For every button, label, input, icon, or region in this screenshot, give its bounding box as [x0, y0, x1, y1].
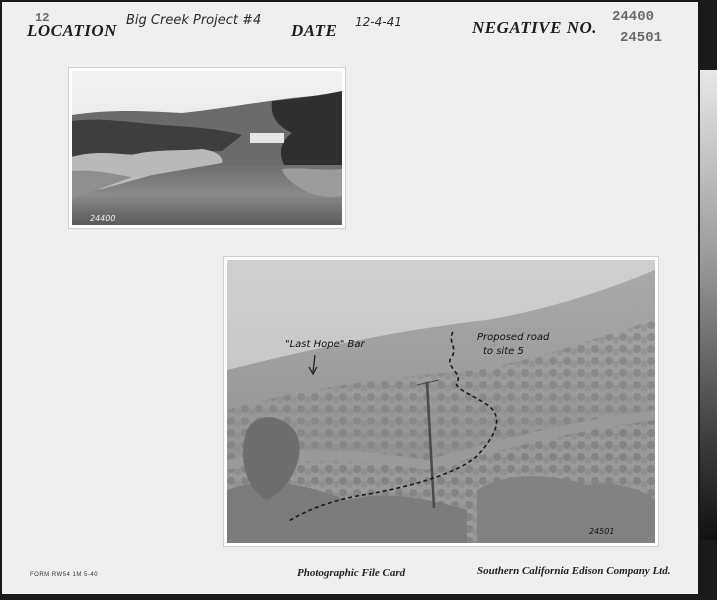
- negative-number-2: 24501: [620, 30, 663, 46]
- annotation-last-hope-bar: "Last Hope" Bar: [285, 339, 365, 350]
- river-photo-image: [72, 71, 342, 225]
- date-label: DATE: [291, 21, 338, 40]
- location-label: LOCATION: [27, 21, 117, 40]
- canyon-photo: [224, 257, 658, 546]
- negative-label: NEGATIVE NO.: [472, 18, 598, 37]
- film-edge-strip: [700, 70, 717, 540]
- location-value: Big Creek Project #4: [126, 13, 262, 28]
- stamp-number: 12: [35, 11, 50, 25]
- annotation-proposed-road-line1: Proposed road: [477, 332, 550, 343]
- river-photo-negative-label: 24400: [90, 214, 116, 223]
- form-code: FORM RW54 1M 5-40: [30, 572, 99, 578]
- date-value: 12-4-41: [355, 15, 402, 29]
- card-title: Photographic File Card: [297, 567, 406, 579]
- canyon-photo-image: [227, 260, 655, 543]
- negative-number-1: 24400: [612, 9, 655, 25]
- river-photo: [69, 68, 345, 228]
- file-card: [2, 2, 698, 594]
- canyon-photo-negative-label: 24501: [589, 527, 615, 536]
- company-name: Southern California Edison Company Ltd.: [477, 565, 671, 577]
- annotation-proposed-road-line2: to site 5: [483, 346, 524, 357]
